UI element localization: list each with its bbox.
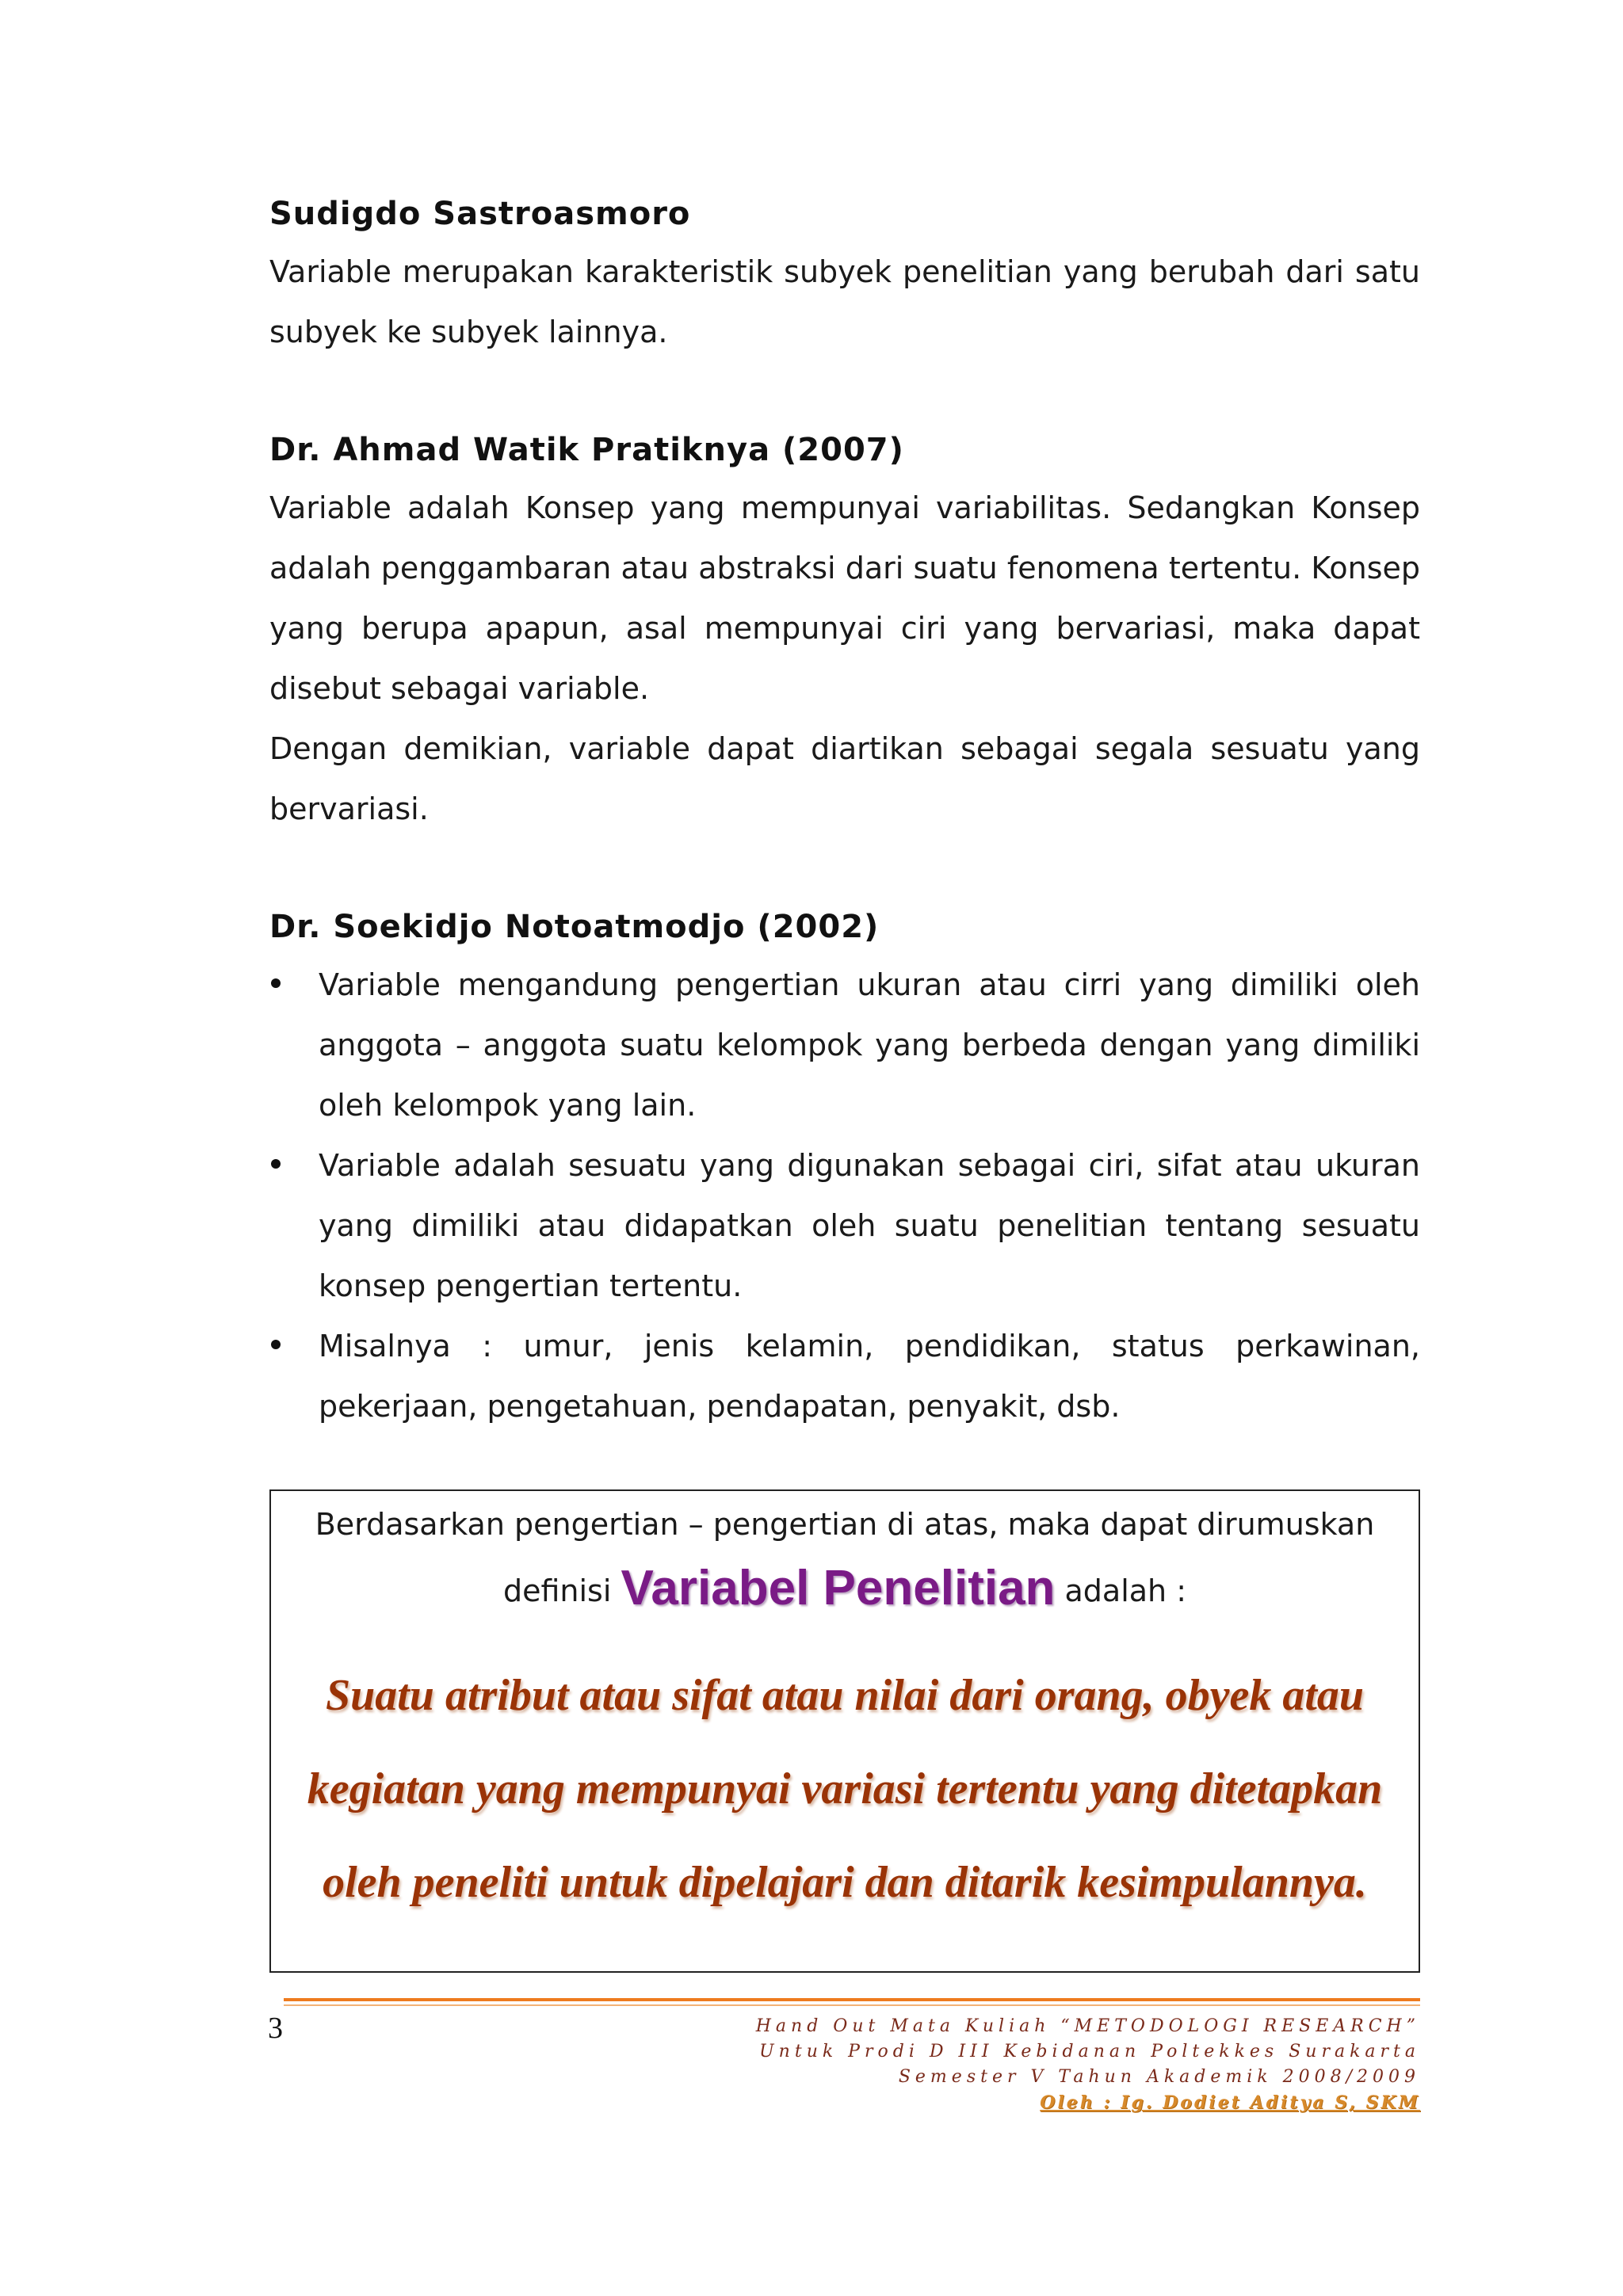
page-number: 3 (268, 2012, 283, 2045)
section-paragraph: Dengan demikian, variable dapat diartikan sebagai segala sesuatu yang bervariasi. (269, 731, 1420, 826)
section-heading-pratiknya: Dr. Ahmad Watik Pratiknya (2007) (269, 432, 904, 468)
bullet-icon (271, 1159, 281, 1169)
definition-text: Suatu atribut atau sifat atau nilai dari orang, obyek atau kegiatan yang mempunyai variasi tertentu yang ditetapkan oleh peneliti untuk dipelajari dan ditarik kesimpulannya. (307, 1671, 1383, 1907)
definition-prefix: definisi (502, 1573, 612, 1608)
page-content (269, 186, 1420, 1436)
footer-line-program: Untuk Prodi D III Kebidanan Poltekkes Surakarta (759, 2042, 1420, 2061)
footer-line-course: Hand Out Mata Kuliah “METODOLOGI RESEARCH” (755, 2016, 1420, 2036)
section-paragraph: Variable adalah Konsep yang mempunyai variabilitas. Sedangkan Konsep adalah penggambaran atau abstraksi dari suatu fenomena tertentu. Konsep yang berupa apapun, asal mempunyai ciri yang bervariasi, maka dapat disebut sebagai variable. (269, 490, 1420, 706)
footer-line-semester: Semester V Tahun Akademik 2008/2009 (898, 2067, 1420, 2087)
definition-intro: Berdasarkan pengertian – pengertian di atas, maka dapat dirumuskan (315, 1507, 1375, 1542)
bullet-list (269, 955, 1420, 1436)
list-item-text: Misalnya : umur, jenis kelamin, pendidikan, status perkawinan, pekerjaan, pengetahuan, pendapatan, penyakit, dsb. (319, 1329, 1420, 1424)
footer-divider-thin (284, 2004, 1420, 2006)
footer-author: Oleh : Ig. Dodiet Aditya S, SKM (1040, 2092, 1420, 2113)
list-item-text: Variable adalah sesuatu yang digunakan sebagai ciri, sifat atau ukuran yang dimiliki atau didapatkan oleh suatu penelitian tentang sesuatu konsep pengertian tertentu. (319, 1148, 1420, 1303)
footer-info (756, 2014, 1420, 2115)
definition-suffix: adalah : (1064, 1573, 1187, 1608)
list-item (269, 1316, 1420, 1436)
list-item (269, 1135, 1420, 1316)
definition-term: Variabel Penelitian (621, 1561, 1056, 1615)
footer-divider (284, 1998, 1420, 2001)
bullet-icon (271, 978, 281, 988)
list-item (269, 955, 1420, 1135)
section-heading-notoatmodjo: Dr. Soekidjo Notoatmodjo (2002) (269, 909, 880, 945)
section-paragraph: Variable merupakan karakteristik subyek penelitian yang berubah dari satu subyek ke subyek lainnya. (269, 254, 1420, 349)
definition-box (269, 1489, 1420, 1973)
spacer (269, 839, 1420, 899)
definition-term-line (271, 1553, 1419, 1627)
section-heading-sudigdo: Sudigdo Sastroasmoro (269, 196, 691, 232)
bullet-icon (271, 1340, 281, 1349)
spacer (269, 362, 1420, 422)
list-item-text: Variable mengandung pengertian ukuran atau cirri yang dimiliki oleh anggota – anggota suatu kelompok yang berbeda dengan yang dimiliki oleh kelompok yang lain. (319, 967, 1420, 1123)
